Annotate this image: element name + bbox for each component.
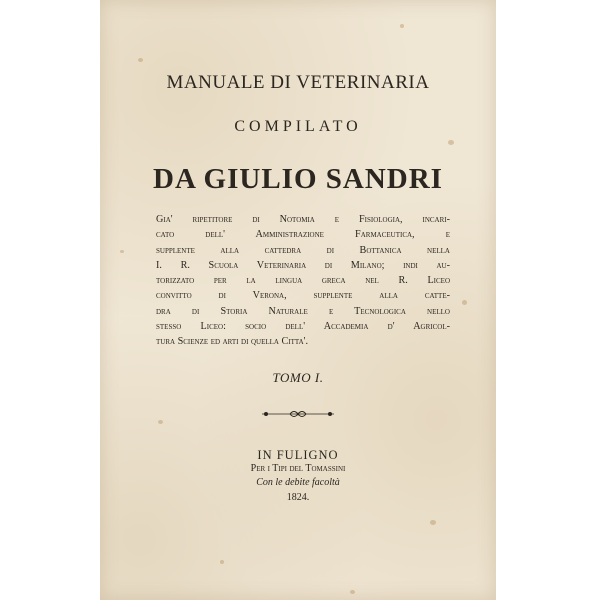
imprint-permission: Con le debite facoltà (256, 477, 340, 488)
foxing-spot (430, 520, 436, 525)
description-line: supplente alla cattedra di Bottanica nella (156, 244, 450, 256)
imprint-printer: Per i Tipi del Tomassini (250, 463, 346, 474)
author-description (156, 212, 450, 350)
description-line: cato dell' Amministrazione Farmaceutica, e (156, 229, 450, 241)
title-page (100, 0, 496, 600)
foxing-spot (462, 300, 467, 305)
description-line: I. R. Scuola Veterinaria di Milano; indi au- (156, 259, 450, 271)
description-line: stesso Liceo: socio dell' Accademia d' Agricol- (156, 321, 450, 333)
foxing-spot (400, 24, 404, 28)
description-line: dra di Storia Naturale e Tecnologica nello (156, 305, 450, 317)
foxing-spot (158, 420, 163, 424)
description-line: Gia' ripetitore di Notomia e Fisiologia, incari- (156, 214, 450, 225)
imprint-place: IN FULIGNO (257, 448, 339, 462)
description-line: tura Scienze ed arti di quella Citta'. (156, 336, 309, 348)
foxing-spot (138, 58, 143, 62)
foxing-spot (120, 250, 124, 253)
author-name: DA GIULIO SANDRI (153, 163, 443, 195)
book-title: MANUALE DI VETERINARIA (166, 72, 430, 93)
description-line: torizzato per la lingua greca nel R. Liceo (156, 275, 450, 287)
foxing-spot (350, 590, 355, 594)
description-line: convitto di Verona, supplente alla catte- (156, 290, 450, 302)
foxing-spot (220, 560, 224, 564)
ornament-rule-icon (260, 408, 336, 420)
compilato-line: COMPILATO (234, 118, 362, 135)
imprint-year: 1824. (286, 492, 310, 503)
foxing-spot (448, 140, 454, 145)
volume-label: TOMO I. (272, 370, 324, 385)
